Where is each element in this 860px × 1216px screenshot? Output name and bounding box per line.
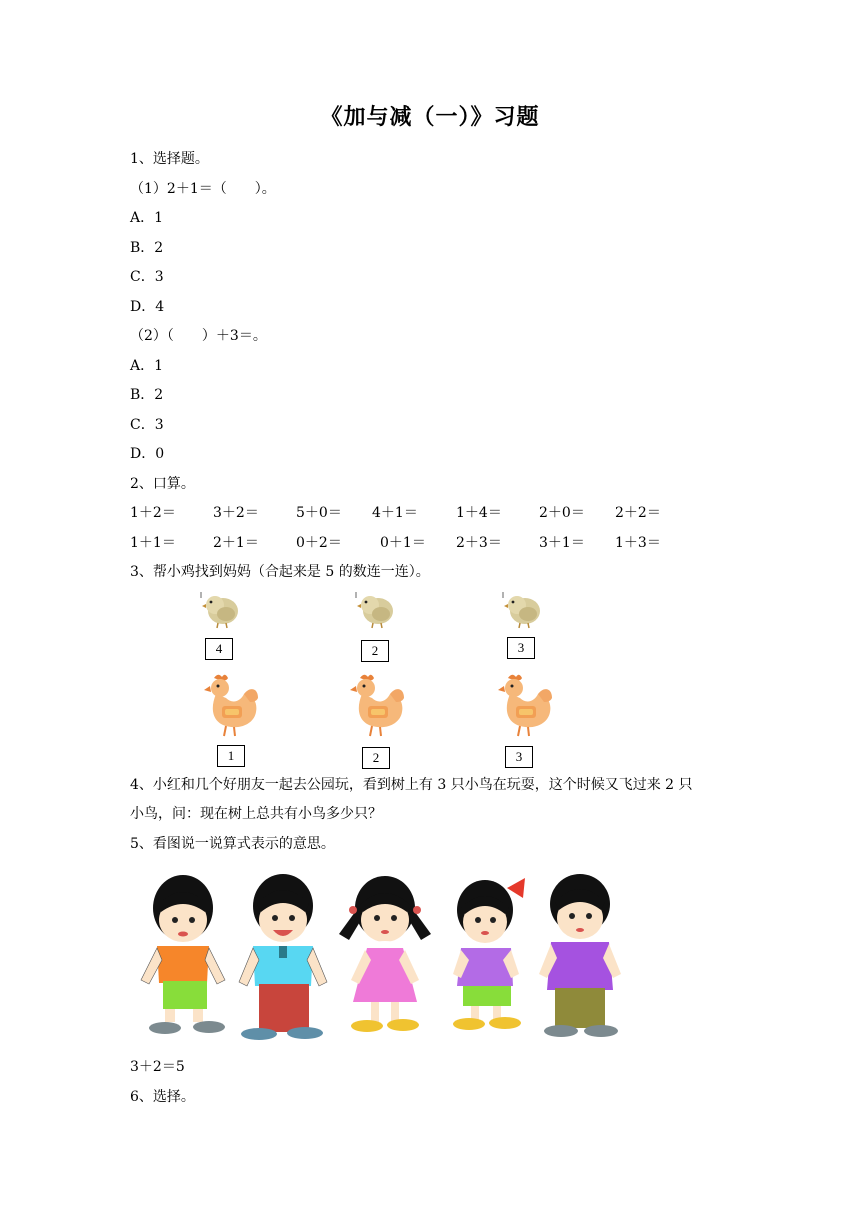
hen-number-box-2[interactable]: 2 bbox=[362, 747, 390, 769]
q1-sub1-option-d: D．4 bbox=[130, 299, 165, 315]
calc-r2-6: 3＋1＝ bbox=[539, 535, 585, 551]
calc-r1-7: 2＋2＝ bbox=[615, 505, 661, 521]
hen-picture-2 bbox=[346, 672, 406, 738]
chick-number-box-2[interactable]: 2 bbox=[361, 640, 389, 662]
q1-sub1-option-b: B．2 bbox=[130, 240, 164, 256]
q1-sub2-option-b: B．2 bbox=[130, 387, 164, 403]
q1-sub2-option-d: D．0 bbox=[130, 446, 165, 462]
hen-picture-3 bbox=[494, 672, 554, 738]
q1-sub2-option-a: A．1 bbox=[130, 358, 164, 374]
q4-line-2: 小鸟，问：现在树上总共有小鸟多少只？ bbox=[130, 806, 382, 822]
q3-heading: 3、帮小鸡找到妈妈（合起来是 5 的数连一连）。 bbox=[130, 564, 430, 580]
q6-heading: 6、选择。 bbox=[130, 1089, 195, 1105]
calc-r1-6: 2＋0＝ bbox=[539, 505, 585, 521]
calc-r2-1: 1＋1＝ bbox=[130, 535, 176, 551]
q5-equation: 3＋2＝5 bbox=[130, 1059, 185, 1075]
page-title: 《加与减（一）》习题 bbox=[320, 104, 540, 130]
q1-sub1-option-c: C．3 bbox=[130, 269, 164, 285]
child-3-figure bbox=[339, 876, 431, 1032]
calc-r1-1: 1＋2＝ bbox=[130, 505, 176, 521]
calc-r1-5: 1＋4＝ bbox=[456, 505, 502, 521]
q2-heading: 2、口算。 bbox=[130, 476, 195, 492]
chick-picture-3 bbox=[500, 590, 544, 630]
q1-sub2-question: （2）（ ）＋3＝。 bbox=[130, 328, 267, 344]
calc-r1-3: 5＋0＝ bbox=[296, 505, 342, 521]
q5-heading: 5、看图说一说算式表示的意思。 bbox=[130, 836, 335, 852]
q4-line-1: 4、小红和几个好朋友一起去公园玩，看到树上有 3 只小鸟在玩耍，这个时候又飞过来 2 只 bbox=[130, 777, 693, 793]
hen-picture-1 bbox=[200, 672, 260, 738]
chick-number-box-1[interactable]: 4 bbox=[205, 638, 233, 660]
child-4-figure bbox=[453, 878, 525, 1030]
calc-r1-4: 4＋1＝ bbox=[372, 505, 418, 521]
calc-r2-3: 0＋2＝ bbox=[296, 535, 342, 551]
q1-heading: 1、选择题。 bbox=[130, 151, 209, 167]
hen-number-box-1[interactable]: 1 bbox=[217, 745, 245, 767]
hen-number-box-3[interactable]: 3 bbox=[505, 746, 533, 768]
calc-r2-2: 2＋1＝ bbox=[213, 535, 259, 551]
calc-r1-2: 3＋2＝ bbox=[213, 505, 259, 521]
q1-sub1-question: （1）2＋1＝（ ）。 bbox=[130, 181, 276, 197]
child-2-figure bbox=[239, 874, 327, 1040]
q1-sub1-option-a: A．1 bbox=[130, 210, 164, 226]
chick-picture-2 bbox=[353, 590, 397, 630]
children-illustration bbox=[135, 868, 635, 1043]
child-1-figure bbox=[141, 875, 225, 1034]
calc-r2-7: 1＋3＝ bbox=[615, 535, 661, 551]
child-5-figure bbox=[539, 874, 621, 1037]
calc-r2-5: 2＋3＝ bbox=[456, 535, 502, 551]
q1-sub2-option-c: C．3 bbox=[130, 417, 164, 433]
calc-r2-4: 0＋1＝ bbox=[380, 535, 426, 551]
chick-number-box-3[interactable]: 3 bbox=[507, 637, 535, 659]
chick-picture-1 bbox=[198, 590, 242, 630]
